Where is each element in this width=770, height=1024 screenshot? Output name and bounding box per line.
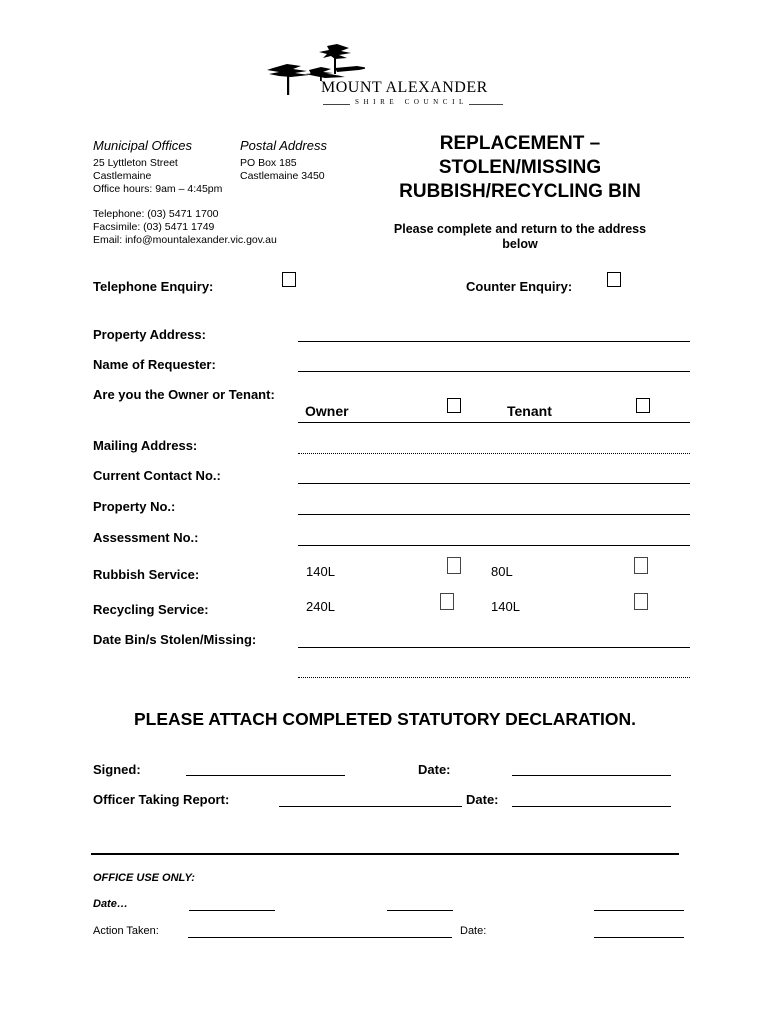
office-use-date2-field[interactable] (594, 937, 684, 938)
signed-field[interactable] (186, 775, 345, 776)
office-use-divider (91, 853, 679, 855)
rubbish-option-140l: 140L (306, 564, 335, 579)
property-address-field[interactable] (298, 341, 690, 342)
form-title (380, 132, 660, 204)
signed-label: Signed: (93, 762, 141, 777)
logo-rule-right (469, 104, 503, 105)
counter-enquiry-label: Counter Enquiry: (466, 279, 573, 294)
municipal-line: Castlemaine (93, 170, 152, 182)
rubbish-option-80l: 80L (491, 564, 513, 579)
counter-enquiry-checkbox[interactable] (607, 272, 621, 287)
recycling-option-140l: 140L (491, 599, 520, 614)
name-of-requester-label: Name of Requester: (93, 357, 216, 372)
postal-line: Castlemaine 3450 (240, 170, 325, 182)
officer-label: Officer Taking Report: (93, 792, 230, 807)
officer-date-label: Date: (466, 792, 499, 807)
date-missing-field-extra[interactable] (298, 677, 690, 678)
form-title-line: RUBBISH/RECYCLING BIN (399, 181, 641, 202)
mailing-address-field[interactable] (298, 453, 690, 454)
recycling-option-240l: 240L (306, 599, 335, 614)
action-taken-field[interactable] (188, 937, 452, 938)
postal-address-heading: Postal Address (240, 138, 327, 153)
owner-label: Owner (305, 403, 349, 419)
logo-rule-left (323, 104, 350, 105)
rubbish-80l-checkbox[interactable] (634, 557, 648, 574)
contact-no-field[interactable] (298, 483, 690, 484)
contact-line: Email: info@mountalexander.vic.gov.au (93, 234, 277, 246)
recycling-240l-checkbox[interactable] (440, 593, 454, 610)
assessment-no-field[interactable] (298, 545, 690, 546)
office-use-heading: OFFICE USE ONLY: (93, 872, 195, 884)
signed-date-label: Date: (418, 762, 451, 777)
rubbish-140l-checkbox[interactable] (447, 557, 461, 574)
form-instructions (370, 222, 670, 252)
recycling-140l-checkbox[interactable] (634, 593, 648, 610)
office-use-date-field-3[interactable] (594, 910, 684, 911)
municipal-line: 25 Lyttleton Street (93, 157, 178, 169)
owner-checkbox[interactable] (447, 398, 461, 413)
logo-name: MOUNT ALEXANDER (321, 79, 488, 96)
instruction-line: below (502, 237, 538, 251)
property-address-label: Property Address: (93, 327, 206, 342)
office-use-date-field-1[interactable] (189, 910, 275, 911)
officer-field[interactable] (279, 806, 462, 807)
name-of-requester-field[interactable] (298, 371, 690, 372)
postal-line: PO Box 185 (240, 157, 297, 169)
action-taken-label: Action Taken: (93, 925, 159, 937)
telephone-enquiry-checkbox[interactable] (282, 272, 296, 287)
assessment-no-label: Assessment No.: (93, 530, 199, 545)
contact-line: Telephone: (03) 5471 1700 (93, 208, 219, 220)
municipal-address (93, 157, 222, 196)
recycling-service-label: Recycling Service: (93, 602, 209, 617)
logo-subtitle: SHIRE COUNCIL (355, 98, 468, 106)
mailing-address-label: Mailing Address: (93, 438, 198, 453)
officer-date-field[interactable] (512, 806, 671, 807)
tenant-label: Tenant (507, 403, 552, 419)
council-logo (265, 42, 510, 110)
declaration-notice: PLEASE ATTACH COMPLETED STATUTORY DECLARATION. (134, 709, 636, 729)
office-use-date2-label: Date: (460, 925, 487, 937)
tenant-checkbox[interactable] (636, 398, 650, 413)
office-use-date-field-2[interactable] (387, 910, 453, 911)
contact-details (93, 208, 277, 247)
rubbish-service-label: Rubbish Service: (93, 567, 200, 582)
contact-line: Facsimile: (03) 5471 1749 (93, 221, 215, 233)
municipal-line: Office hours: 9am – 4:45pm (93, 183, 223, 195)
form-title-line: STOLEN/MISSING (438, 157, 602, 178)
instruction-line: Please complete and return to the address (393, 222, 647, 236)
property-no-field[interactable] (298, 514, 690, 515)
signed-date-field[interactable] (512, 775, 671, 776)
municipal-offices-heading: Municipal Offices (93, 138, 192, 153)
telephone-enquiry-label: Telephone Enquiry: (93, 279, 214, 294)
date-missing-field[interactable] (298, 647, 690, 648)
contact-no-label: Current Contact No.: (93, 468, 221, 483)
owner-tenant-underline (298, 422, 690, 423)
postal-address (240, 157, 325, 183)
form-title-line: REPLACEMENT – (439, 133, 601, 154)
date-missing-label: Date Bin/s Stolen/Missing: (93, 632, 257, 647)
owner-or-tenant-label: Are you the Owner or Tenant: (93, 387, 275, 402)
property-no-label: Property No.: (93, 499, 176, 514)
office-use-date-label: Date… (93, 898, 128, 910)
